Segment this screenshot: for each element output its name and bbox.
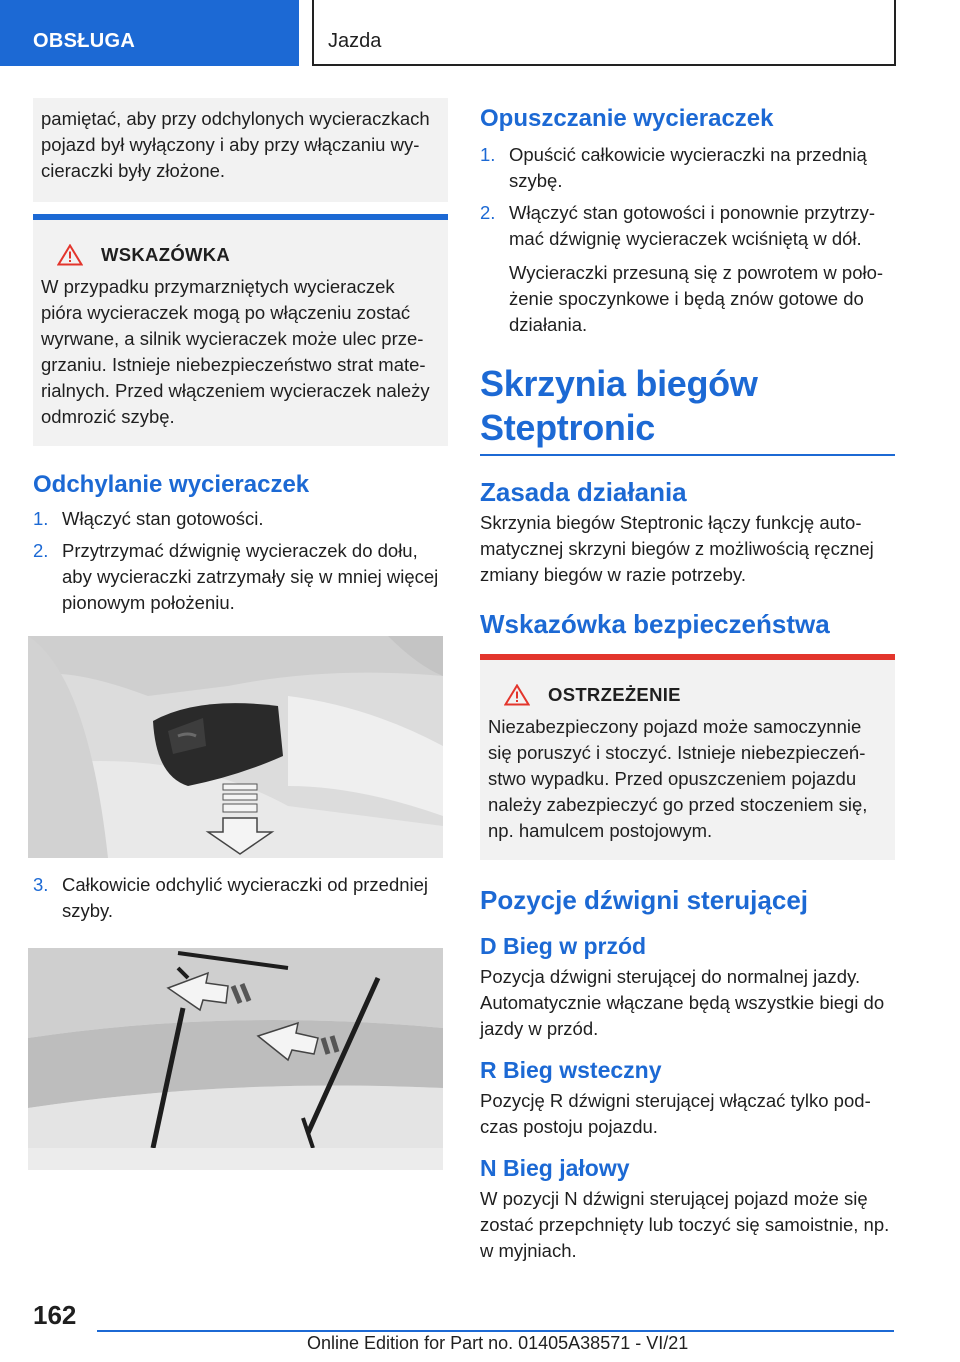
wiper-lever-illustration	[28, 636, 443, 858]
safety-heading: Wskazówka bezpieczeństwa	[480, 609, 830, 639]
step-follow-text: Wycieraczki przesuną się z powrotem w położenie spoczynkowe i będą znów gotowe do działania.	[509, 262, 884, 335]
hint-text: W przypadku przymarzniętych wycieraczek pióra wycieraczek mogą po włączeniu zostać wyrwane, a silnik wycieraczek może ulec przegrzaniu. Istnieje niebezpieczeństwo strat materialnych. Przed włączeniem wycieraczek należy odmrozić szybę.	[41, 276, 430, 427]
edition-text: Online Edition for Part no. 01405A38571 - VI/21	[307, 1333, 689, 1353]
warning-title: OSTRZEŻENIE	[548, 684, 681, 705]
positions-heading: Pozycje dźwigni sterującej	[480, 885, 808, 915]
tilt-steps	[33, 506, 448, 616]
step-number: 2.	[480, 202, 496, 223]
lower-steps	[480, 142, 895, 252]
section-tab	[0, 0, 299, 66]
principle-text: Skrzynia biegów Steptronic łączy funkcję automatycznej skrzyni biegów z możliwością ręcznej zmiany biegów w razie potrzeby.	[480, 512, 874, 585]
hint-title: WSKAZÓWKA	[101, 244, 231, 265]
warning-triangle-icon	[504, 684, 530, 706]
chapter-header	[312, 0, 896, 66]
step-text: Przytrzymać dźwignię wycieraczek do dołu, aby wycieraczki zatrzymały się w mniej więcej pionowym położeniu.	[62, 540, 439, 613]
warning-triangle-icon	[57, 244, 83, 266]
hint-title-row	[57, 242, 440, 268]
step-text: Włączyć stan gotowości i ponownie przytrzymać dźwignię wycieraczek wciśniętą w dół.	[509, 202, 876, 249]
step-number: 2.	[33, 540, 49, 561]
chapter-label: Jazda	[328, 30, 382, 52]
list-item	[33, 538, 448, 616]
position-r-text: Pozycję R dźwigni sterującej włączać tylko podczas postoju pojazdu.	[480, 1090, 871, 1137]
page-number: 162	[33, 1300, 77, 1330]
step-text: Całkowicie odchylić wycieraczki od przedniej szyby.	[62, 874, 429, 921]
tilt-steps-continued	[33, 872, 448, 924]
section-heading-lower: Opuszczanie wycieraczek	[480, 105, 774, 132]
warning-text: Niezabezpieczony pojazd może samoczynnie się poruszyć i stoczyć. Istnieje niebezpieczeństwo wypadku. Przed opuszczeniem pojazdu należy zabezpieczyć go przed stoczeniem się, np. hamulcem postojowym.	[488, 716, 868, 841]
hint-note	[33, 214, 448, 446]
intro-box	[33, 98, 448, 202]
principle-heading: Zasada działania	[480, 477, 687, 507]
step-text: Opuścić całkowicie wycieraczki na przednią szybę.	[509, 144, 867, 191]
wiper-fold-illustration	[28, 948, 443, 1170]
list-item	[480, 200, 895, 252]
position-n-heading: N Bieg jałowy	[480, 1155, 630, 1181]
step-number: 3.	[33, 874, 49, 895]
step-number: 1.	[33, 508, 49, 529]
position-d-heading: D Bieg w przód	[480, 933, 647, 959]
footer-divider	[97, 1330, 894, 1332]
position-d-text: Pozycja dźwigni sterującej do normalnej jazdy. Automatycznie włączane będą wszystkie biegi do jazdy w przód.	[480, 966, 885, 1039]
right-column	[480, 98, 895, 1264]
step-number: 1.	[480, 144, 496, 165]
step-text: Włączyć stan gotowości.	[62, 508, 264, 529]
section-label: OBSŁUGA	[33, 30, 136, 52]
position-n-text: W pozycji N dźwigni sterującej pojazd może się zostać przepchnięty lub toczyć się samoistnie, np. w myjniach.	[480, 1188, 890, 1261]
list-item	[33, 872, 448, 924]
list-item	[480, 142, 895, 194]
chapter-title: Skrzynia biegów Steptronic	[480, 362, 895, 456]
list-item	[33, 506, 448, 532]
warning-note	[480, 654, 895, 860]
left-column	[33, 98, 448, 1170]
intro-text: pamiętać, aby przy odchylonych wycieraczkach pojazd był wyłączony i aby przy włączaniu wycieraczki były złożone.	[41, 108, 430, 181]
section-heading-tilt: Odchylanie wycieraczek	[33, 471, 310, 498]
position-r-heading: R Bieg wsteczny	[480, 1057, 662, 1083]
warning-title-row	[504, 682, 887, 708]
